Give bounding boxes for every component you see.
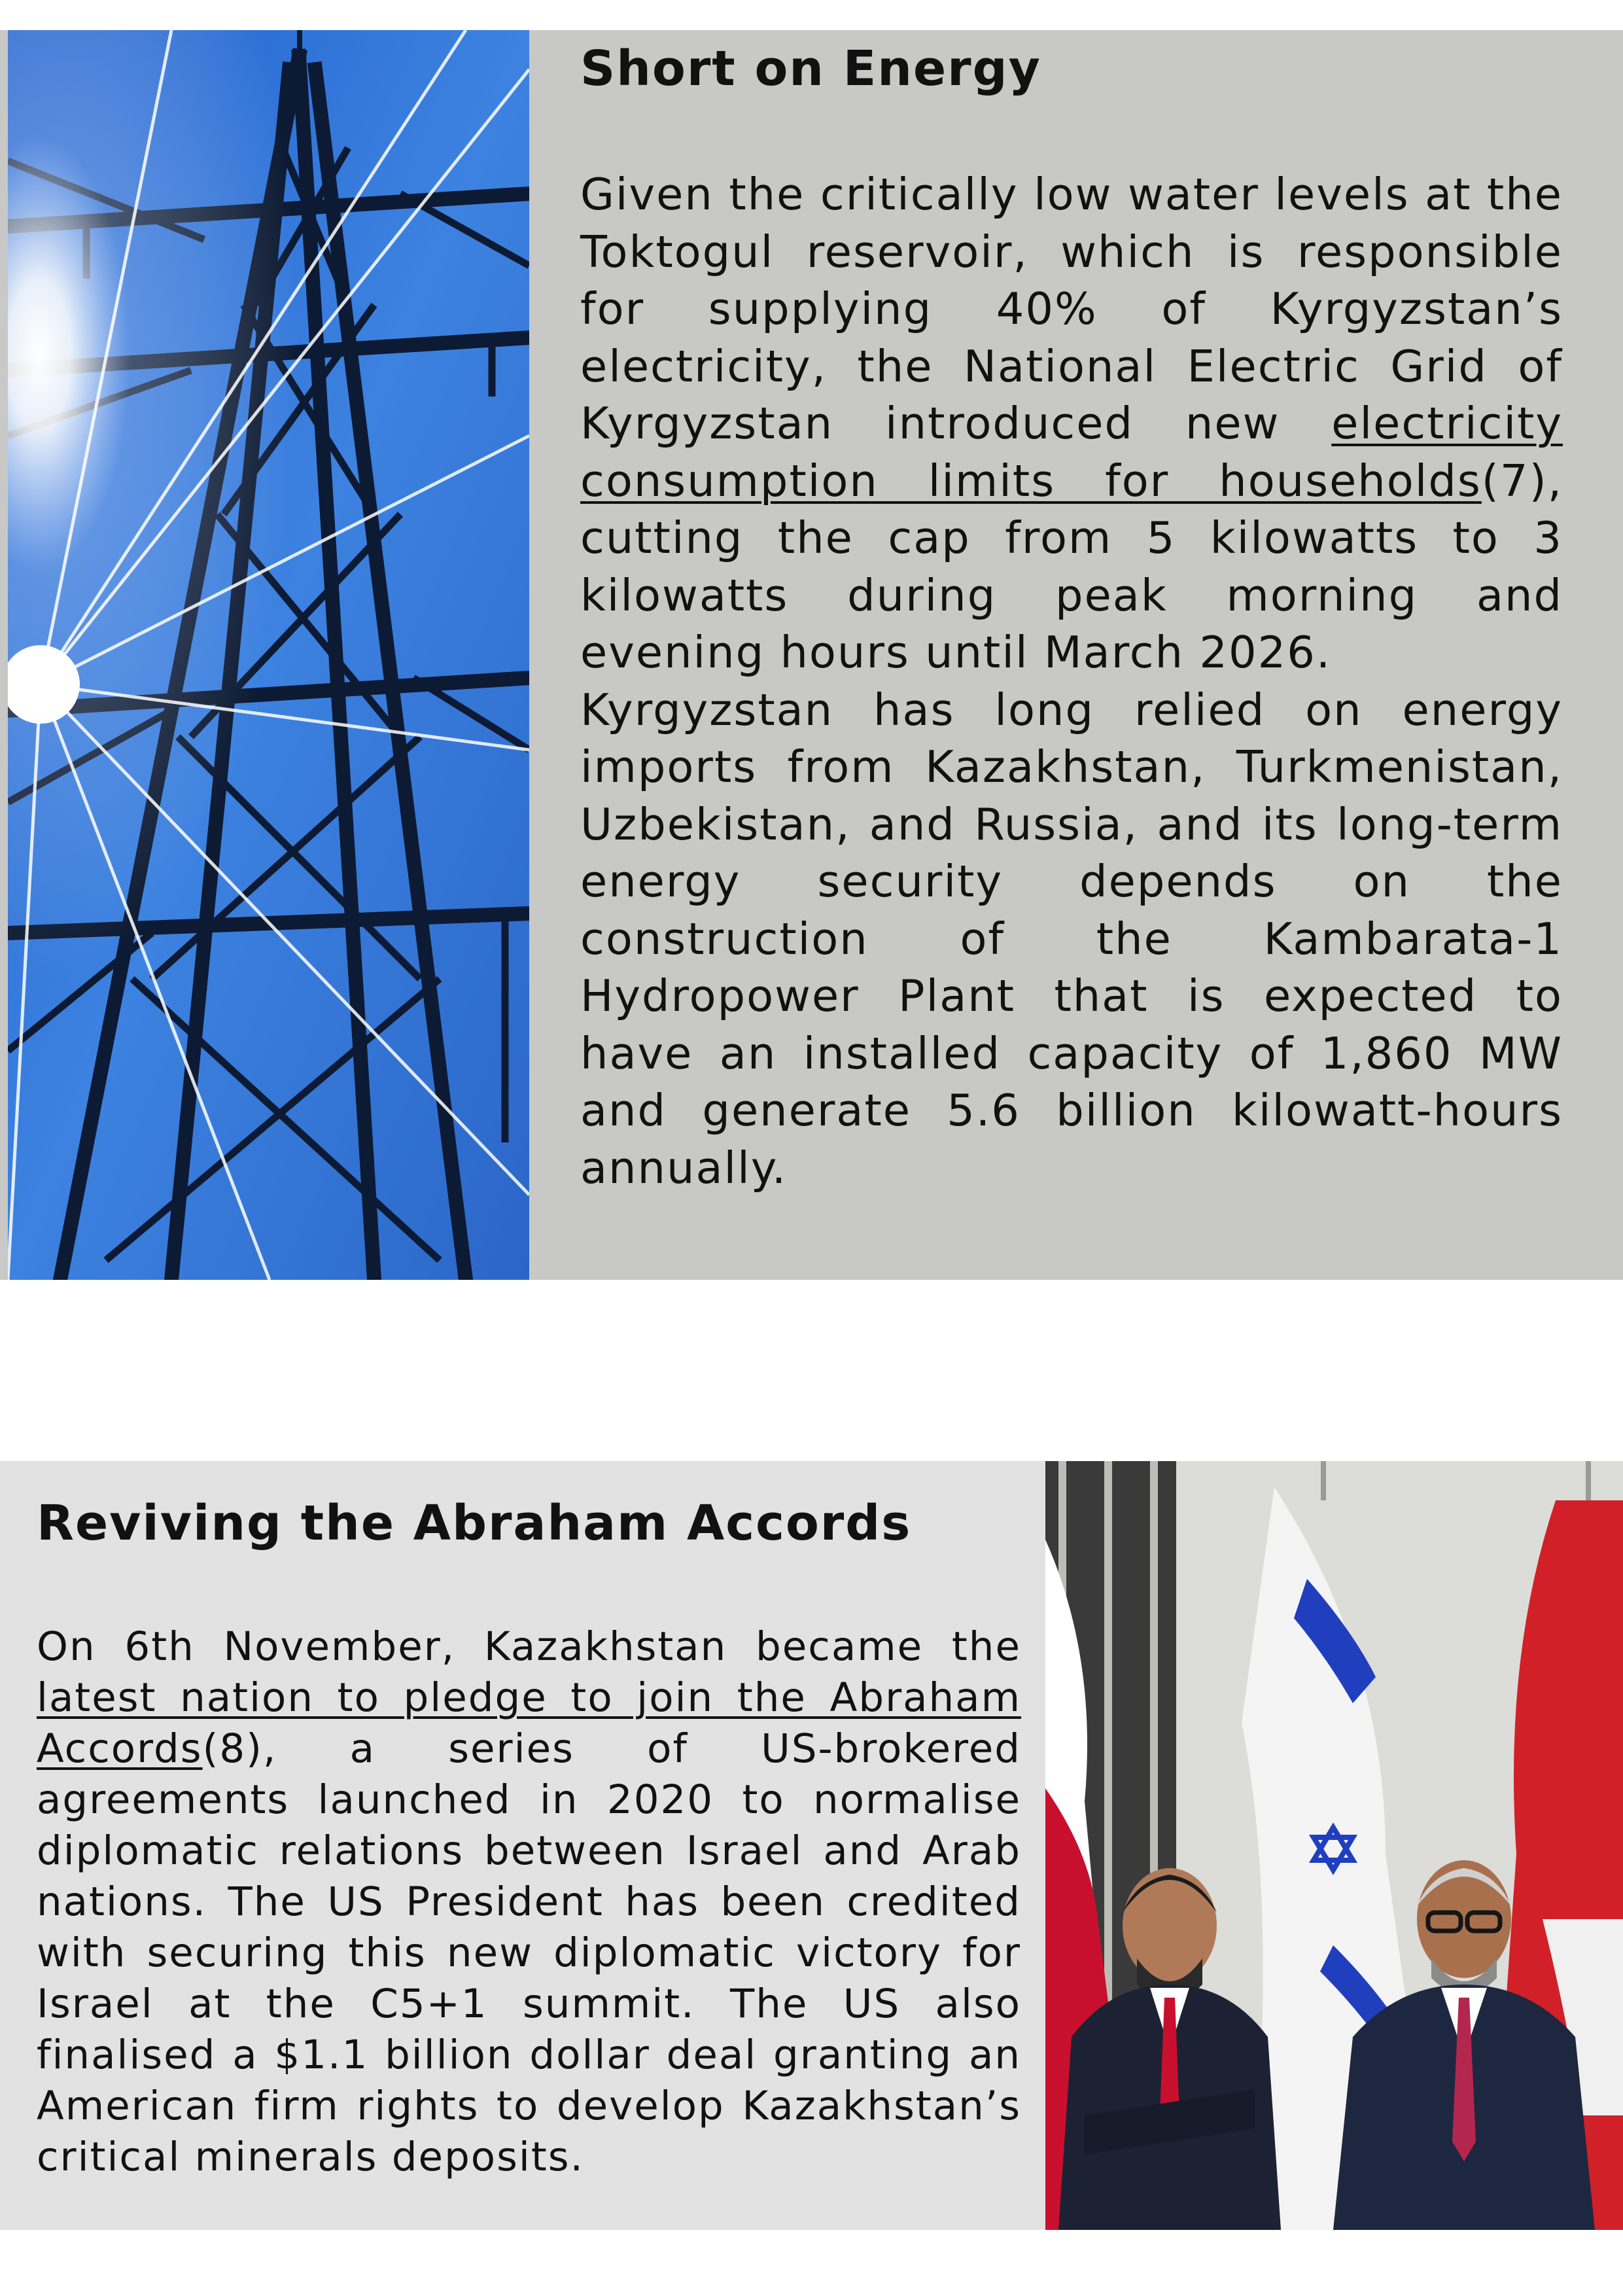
abraham-accords-link[interactable]: latest nation to pledge to join the Abraham Accords bbox=[37, 1674, 1021, 1772]
abraham-accords-section bbox=[0, 1461, 1623, 2230]
energy-heading: Short on Energy bbox=[580, 41, 1041, 97]
diplomats-photo bbox=[1045, 1461, 1623, 2230]
power-tower-image bbox=[8, 30, 529, 1280]
paragraph-text: (7), cutting the cap from 5 kilowatts to 3 kilowatts during peak morning and evening hours until March 2026. bbox=[580, 455, 1563, 678]
accords-paragraph bbox=[37, 1621, 1021, 2183]
energy-paragraph-2: Kyrgyzstan has long relied on energy imports from Kazakhstan, Turkmenistan, Uzbekistan, and Russia, and its long-term energy security depends on the construction of the Kambarata-1 Hydropower Plant that is expected to have an installed capacity of 1,860 MW and generate 5.6 billion kilowatt-hours annually. bbox=[580, 684, 1563, 1193]
paragraph-text: Given the critically low water levels at the Toktogul reservoir, which is responsible for supplying 40% of Kyrgyzstan’s electricity, the National Electric Grid of Kyrgyzstan introduced new bbox=[580, 169, 1563, 449]
energy-paragraph-1 bbox=[580, 166, 1563, 682]
energy-article-text bbox=[580, 166, 1563, 1197]
accords-heading: Reviving the Abraham Accords bbox=[37, 1495, 912, 1551]
energy-section bbox=[0, 30, 1623, 1280]
paragraph-text: On 6th November, Kazakhstan became the bbox=[37, 1623, 1021, 1670]
accords-article-text bbox=[37, 1621, 1021, 2183]
paragraph-text: (8), a series of US-brokered agreements launched in 2020 to normalise diplomatic relations between Israel and Arab nations. The US President has been credited with securing this new diplomatic victory for Israel at the C5+1 summit. The US also finalised a $1.1 billion dollar deal granting an American firm rights to develop Kazakhstan’s critical minerals deposits. bbox=[37, 1725, 1021, 2180]
consumption-limits-link[interactable]: electricity consumption limits for households bbox=[580, 398, 1563, 506]
